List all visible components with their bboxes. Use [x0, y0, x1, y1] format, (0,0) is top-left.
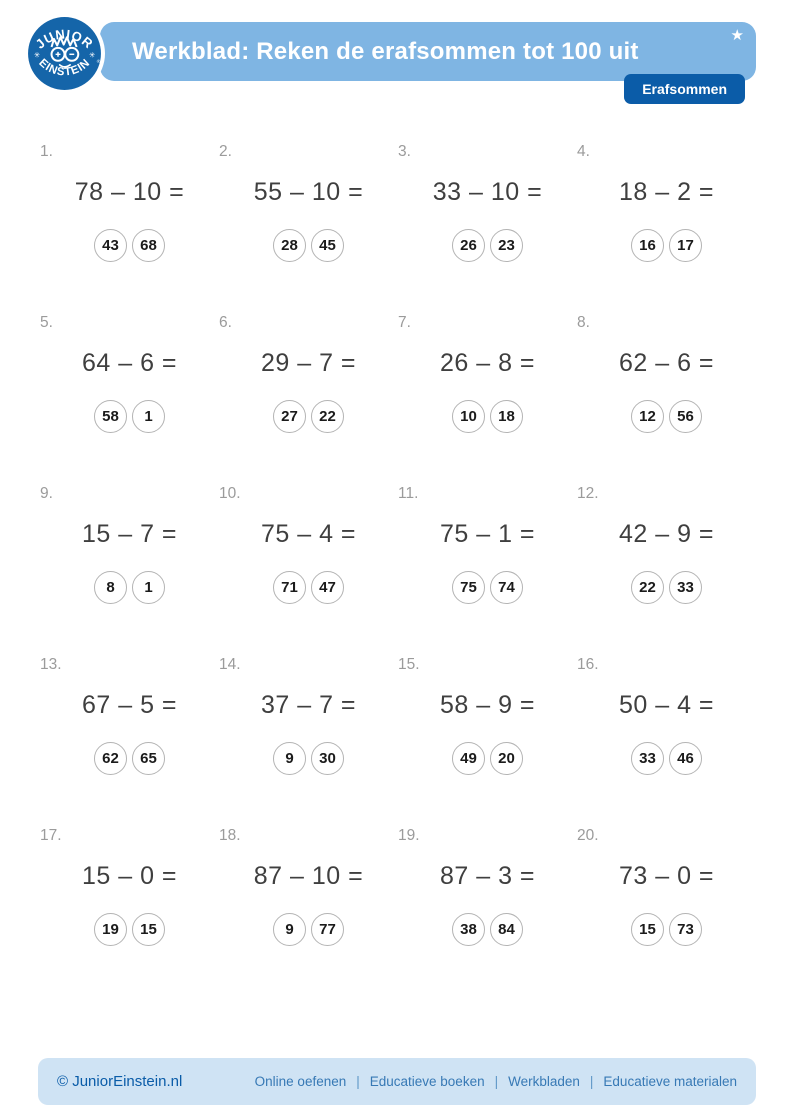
answer-options [577, 229, 756, 262]
logo-image [24, 13, 105, 94]
problem-number: 17. [40, 827, 62, 844]
problem-expression: 50 – 4 = [618, 691, 715, 719]
answer-options [219, 229, 398, 262]
problem-expression: 73 – 0 = [618, 862, 715, 890]
answer-option[interactable]: 8 [94, 571, 127, 604]
link-separator: | [589, 1074, 594, 1089]
answer-option[interactable]: 62 [94, 742, 127, 775]
answer-option[interactable]: 15 [631, 913, 664, 946]
logo-arc-top-text: JUNIOR [32, 26, 97, 52]
answer-option[interactable]: 23 [490, 229, 523, 262]
problem-cell [219, 477, 398, 648]
problem-expression: 15 – 7 = [81, 520, 178, 548]
answer-option[interactable]: 33 [669, 571, 702, 604]
problem-cell [40, 135, 219, 306]
answer-option[interactable]: 17 [669, 229, 702, 262]
problem-expression: 78 – 10 = [74, 178, 185, 206]
answer-option[interactable]: 26 [452, 229, 485, 262]
problem-number: 19. [398, 827, 420, 844]
problem-expression: 37 – 7 = [260, 691, 357, 719]
footer-link-online-oefenen[interactable]: Online oefenen [254, 1074, 347, 1089]
problem-number: 2. [219, 143, 232, 160]
junior-einstein-logo [24, 13, 105, 94]
problem-cell [577, 477, 756, 648]
problem-cell [398, 648, 577, 819]
answer-options [398, 229, 577, 262]
problem-expression: 42 – 9 = [618, 520, 715, 548]
problem-number: 11. [398, 485, 419, 502]
answer-option[interactable]: 65 [132, 742, 165, 775]
problem-cell [219, 819, 398, 990]
answer-option[interactable]: 84 [490, 913, 523, 946]
answer-option[interactable]: 73 [669, 913, 702, 946]
problem-cell [40, 477, 219, 648]
footer-link-educatieve-boeken[interactable]: Educatieve boeken [369, 1074, 485, 1089]
problem-number: 10. [219, 485, 241, 502]
answer-option[interactable]: 28 [273, 229, 306, 262]
answer-options [40, 229, 219, 262]
problem-number: 6. [219, 314, 232, 331]
problem-number: 20. [577, 827, 599, 844]
answer-option[interactable]: 9 [273, 913, 306, 946]
problem-expression: 67 – 5 = [81, 691, 178, 719]
problem-number: 1. [40, 143, 53, 160]
answer-option[interactable]: 1 [132, 400, 165, 433]
problem-expression: 75 – 4 = [260, 520, 357, 548]
answer-option[interactable]: 16 [631, 229, 664, 262]
problem-expression: 29 – 7 = [260, 349, 357, 377]
page-title: Werkblad: Reken de erafsommen tot 100 uit [132, 37, 639, 65]
problem-expression: 87 – 3 = [439, 862, 536, 890]
answer-option[interactable]: 38 [452, 913, 485, 946]
answer-option[interactable]: 12 [631, 400, 664, 433]
answer-option[interactable]: 20 [490, 742, 523, 775]
answer-options [577, 400, 756, 433]
star-icon: ★ [730, 27, 744, 44]
answer-option[interactable]: 58 [94, 400, 127, 433]
problem-cell [40, 648, 219, 819]
answer-option[interactable]: 49 [452, 742, 485, 775]
problem-number: 5. [40, 314, 53, 331]
problem-expression: 87 – 10 = [253, 862, 364, 890]
answer-option[interactable]: 22 [311, 400, 344, 433]
problem-number: 7. [398, 314, 411, 331]
answer-options [398, 742, 577, 775]
answer-options [398, 571, 577, 604]
link-separator: | [494, 1074, 499, 1089]
problem-number: 9. [40, 485, 53, 502]
topic-badge[interactable]: Erafsommen [624, 74, 745, 104]
answer-option[interactable]: 77 [311, 913, 344, 946]
answer-options [398, 913, 577, 946]
problem-number: 15. [398, 656, 420, 673]
footer-links [255, 1074, 737, 1089]
answer-option[interactable]: 19 [94, 913, 127, 946]
problem-expression: 15 – 0 = [81, 862, 178, 890]
answer-option[interactable]: 46 [669, 742, 702, 775]
answer-option[interactable]: 45 [311, 229, 344, 262]
answer-option[interactable]: 43 [94, 229, 127, 262]
answer-option[interactable]: 75 [452, 571, 485, 604]
answer-options [577, 742, 756, 775]
problem-cell [40, 819, 219, 990]
problem-number: 3. [398, 143, 411, 160]
problem-number: 8. [577, 314, 590, 331]
problem-cell [219, 306, 398, 477]
problem-cell [577, 819, 756, 990]
problem-cell [398, 477, 577, 648]
answer-options [577, 913, 756, 946]
logo-sparkle-right: ✳ [88, 50, 96, 60]
footer-link-werkbladen[interactable]: Werkbladen [508, 1074, 580, 1089]
answer-option[interactable]: 71 [273, 571, 306, 604]
logo-sparkle-left: ✳ [33, 50, 41, 60]
problem-expression: 55 – 10 = [253, 178, 364, 206]
problem-expression: 62 – 6 = [618, 349, 715, 377]
logo-registered-mark: ® [96, 60, 101, 66]
answer-options [577, 571, 756, 604]
problem-expression: 64 – 6 = [81, 349, 178, 377]
answer-option[interactable]: 18 [490, 400, 523, 433]
answer-option[interactable]: 30 [311, 742, 344, 775]
answer-option[interactable]: 22 [631, 571, 664, 604]
header-bar [100, 22, 756, 81]
answer-option[interactable]: 68 [132, 229, 165, 262]
footer-link-educatieve-materialen[interactable]: Educatieve materialen [603, 1074, 737, 1089]
answer-option[interactable]: 10 [452, 400, 485, 433]
problem-number: 12. [577, 485, 599, 502]
problem-expression: 18 – 2 = [618, 178, 715, 206]
problem-cell [577, 648, 756, 819]
footer-bar [38, 1058, 756, 1105]
answer-option[interactable]: 33 [631, 742, 664, 775]
answer-options [398, 400, 577, 433]
answer-option[interactable]: 56 [669, 400, 702, 433]
answer-options [40, 913, 219, 946]
answer-options [219, 400, 398, 433]
answer-option[interactable]: 47 [311, 571, 344, 604]
problem-expression: 58 – 9 = [439, 691, 536, 719]
problem-expression: 26 – 8 = [439, 349, 536, 377]
answer-options [40, 742, 219, 775]
problem-cell [40, 306, 219, 477]
problem-expression: 33 – 10 = [432, 178, 543, 206]
problem-cell [219, 648, 398, 819]
answer-options [40, 400, 219, 433]
answer-options [219, 742, 398, 775]
problem-cell [398, 819, 577, 990]
answer-option[interactable]: 1 [132, 571, 165, 604]
answer-option[interactable]: 9 [273, 742, 306, 775]
answer-option[interactable]: 74 [490, 571, 523, 604]
answer-options [219, 571, 398, 604]
problems-grid [40, 135, 756, 990]
problem-cell [219, 135, 398, 306]
problem-cell [577, 135, 756, 306]
problem-number: 13. [40, 656, 62, 673]
copyright-text: © JuniorEinstein.nl [57, 1073, 183, 1090]
answer-option[interactable]: 15 [132, 913, 165, 946]
problem-number: 4. [577, 143, 590, 160]
answer-options [219, 913, 398, 946]
problem-number: 14. [219, 656, 241, 673]
problem-expression: 75 – 1 = [439, 520, 536, 548]
problem-cell [577, 306, 756, 477]
problem-number: 16. [577, 656, 599, 673]
answer-option[interactable]: 27 [273, 400, 306, 433]
logo-arc-bottom-text: EINSTEIN [36, 56, 93, 79]
problem-cell [398, 135, 577, 306]
problem-cell [398, 306, 577, 477]
problem-number: 18. [219, 827, 241, 844]
answer-options [40, 571, 219, 604]
link-separator: | [356, 1074, 360, 1089]
